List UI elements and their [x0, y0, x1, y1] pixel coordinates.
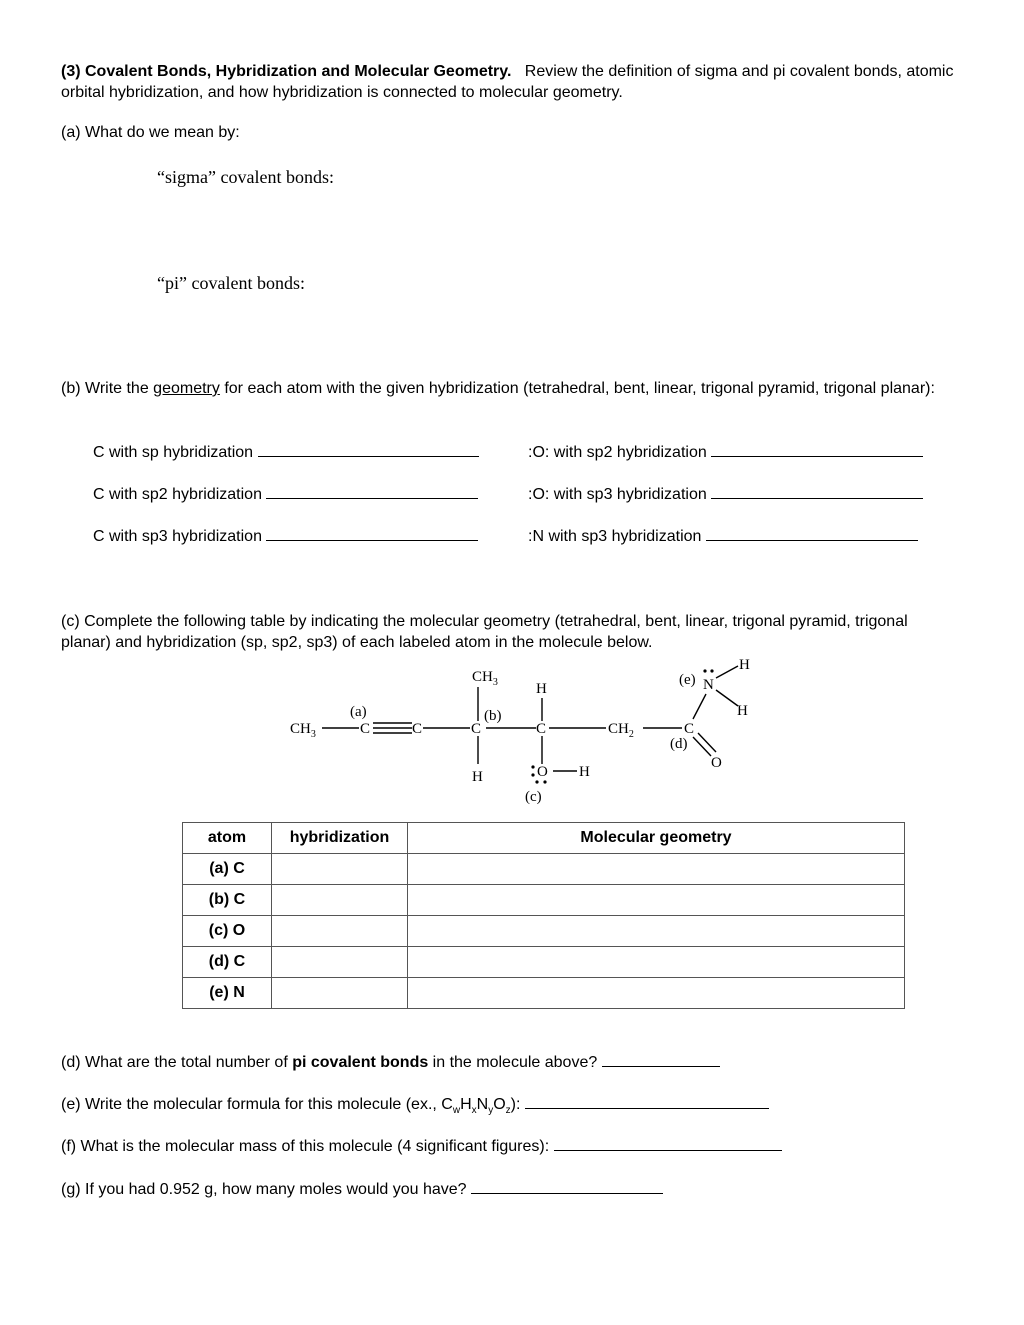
atom-o-carbonyl: O [711, 755, 722, 771]
answer-table [182, 822, 905, 1009]
row-atom-label: (e) N [183, 978, 272, 1009]
row-atom-label: (b) C [183, 885, 272, 916]
answer-blank[interactable] [554, 1136, 782, 1151]
label-b: (b) [484, 708, 502, 724]
header-molecular-geometry: Molecular geometry [408, 823, 905, 854]
table-row [183, 854, 905, 885]
geometry-cell[interactable] [408, 885, 905, 916]
answer-blank[interactable] [471, 1179, 663, 1194]
answer-blank[interactable] [602, 1052, 720, 1067]
row-atom-label: (a) C [183, 854, 272, 885]
atom-h-b: H [472, 769, 483, 785]
atom-c-a: C [360, 721, 371, 737]
hyb-item-n-sp3: :N with sp3 hybridization [528, 526, 918, 546]
part-f-question: (f) What is the molecular mass of this molecule (4 significant figures): [61, 1136, 782, 1156]
table-row [183, 916, 905, 947]
atom-h-n1: H [739, 657, 750, 673]
atom-n-e: N [703, 677, 714, 693]
part-e-question: (e) Write the molecular formula for this molecule (ex., $C_wH_xN_yO_z$): [61, 1094, 769, 1116]
atom-h-oh: H [579, 764, 590, 780]
section-title: (3) Covalent Bonds, Hybridization and Molecular Geometry. [61, 63, 512, 80]
label-c: (c) [525, 789, 542, 805]
part-b-question: (b) Write the geometry for each atom with the given hybridization (tetrahedral, bent, linear, trigonal pyramid, trigonal planar): [61, 380, 935, 397]
atom-o-c: O [537, 764, 548, 780]
pi-label: “pi” covalent bonds: [157, 273, 305, 293]
header-atom: atom [183, 823, 272, 854]
geometry-underlined: geometry [153, 380, 220, 397]
hybridization-cell[interactable] [272, 885, 408, 916]
atom-c-alcohol: C [536, 721, 547, 737]
part-a-question: (a) What do we mean by: [61, 124, 240, 141]
hyb-item-c-sp: C with sp hybridization [93, 442, 479, 462]
table-header-row [183, 823, 905, 854]
part-g-question: (g) If you had 0.952 g, how many moles would you have? [61, 1179, 663, 1199]
atom-c-alkyne: C [412, 721, 423, 737]
atom-h-n2: H [737, 703, 748, 719]
sigma-label: “sigma” covalent bonds: [157, 167, 334, 187]
ch3-left-group: $CH_3$ [290, 721, 316, 740]
geometry-cell[interactable] [408, 978, 905, 1009]
geometry-cell[interactable] [408, 854, 905, 885]
part-d-question: (d) What are the total number of pi covalent bonds in the molecule above? [61, 1052, 720, 1072]
table-row [183, 947, 905, 978]
row-atom-label: (d) C [183, 947, 272, 978]
label-e: (e) [679, 672, 696, 688]
hyb-item-o-sp3: :O: with sp3 hybridization [528, 484, 923, 504]
hyb-item-c-sp2: C with sp2 hybridization [93, 484, 478, 504]
row-atom-label: (c) O [183, 916, 272, 947]
geometry-cell[interactable] [408, 947, 905, 978]
header-hybridization: hybridization [272, 823, 408, 854]
table-row [183, 978, 905, 1009]
hybridization-cell[interactable] [272, 854, 408, 885]
hybridization-cell[interactable] [272, 916, 408, 947]
atom-c-b: C [471, 721, 482, 737]
table-row [183, 885, 905, 916]
ch3-top-group: $CH_3$ [472, 669, 498, 688]
atom-h-top: H [536, 681, 547, 697]
hybridization-cell[interactable] [272, 947, 408, 978]
atom-c-d: C [684, 721, 695, 737]
label-d: (d) [670, 736, 688, 752]
hybridization-cell[interactable] [272, 978, 408, 1009]
hyb-item-o-sp2: :O: with sp2 hybridization [528, 442, 923, 462]
label-a: (a) [350, 704, 367, 720]
answer-blank[interactable] [525, 1094, 769, 1109]
ch2-group: $CH_2$ [608, 721, 634, 740]
geometry-cell[interactable] [408, 916, 905, 947]
section-intro-text: Review the definition of sigma and pi covalent bonds, atomic orbital hybridization, and how hybridization is connected to molecular geometry. [61, 63, 954, 101]
part-c-question: (c) Complete the following table by indicating the molecular geometry (tetrahedral, bent, linear, trigonal pyramid, trigonal planar) and hybridization (sp, sp2, sp3) of each labeled atom in the molecule below. [61, 613, 908, 651]
hyb-item-c-sp3: C with sp3 hybridization [93, 526, 478, 546]
